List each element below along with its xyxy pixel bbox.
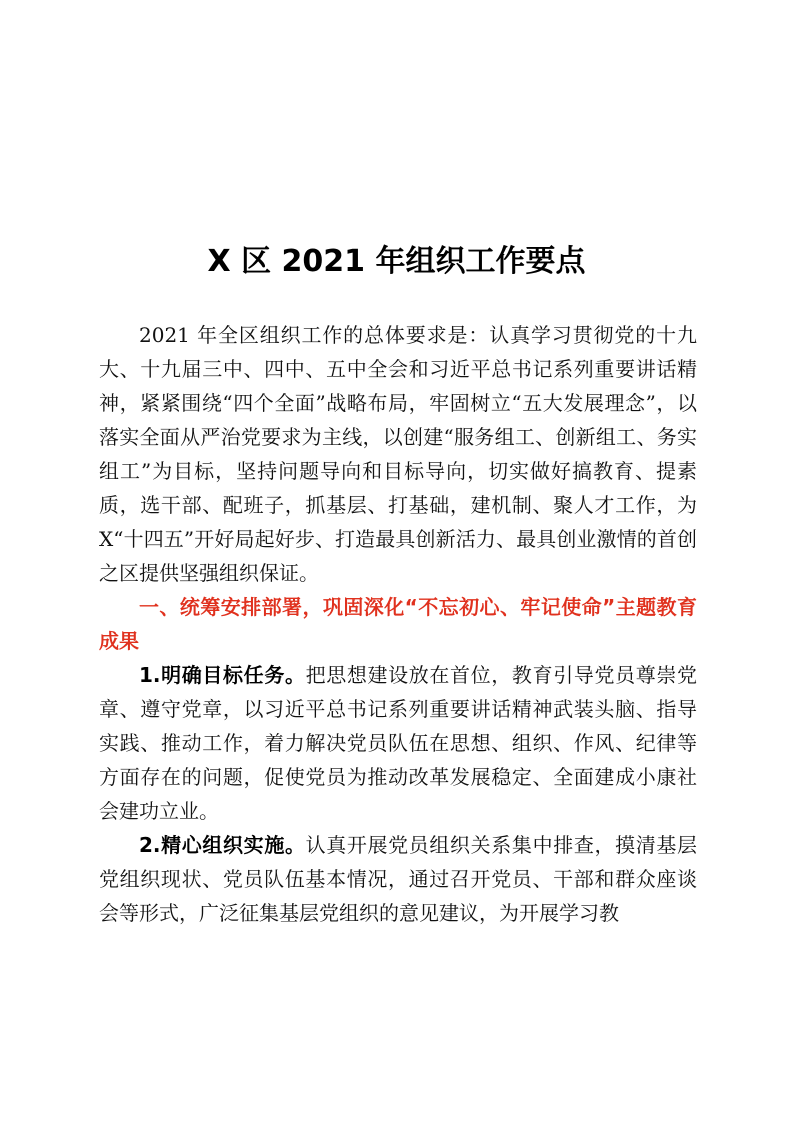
item-1-paragraph [99,658,697,828]
item-1-text: 把思想建设放在首位，教育引导党员尊崇党章、遵守党章，以习近平总书记系列重要讲话精神武装头脑、指导实践、推动工作，着力解决党员队伍在思想、组织、作风、纪律等方面存在的问题，促使党员为推动改革发展稳定、全面建成小康社会建功立业。 [99,663,698,823]
document-title: X 区 2021 年组织工作要点 [207,244,586,279]
document-body [99,318,697,930]
intro-paragraph: 2021 年全区组织工作的总体要求是：认真学习贯彻党的十九大、十九届三中、四中、五中全会和习近平总书记系列重要讲话精神，紧紧围绕“四个全面”战略布局，牢固树立“五大发展理念”，以落实全面从严治党要求为主线，以创建“服务组工、创新组工、务实组工”为目标，坚持问题导向和目标导向，切实做好搞教育、提素质，选干部、配班子，抓基层、打基础，建机制、聚人才工作，为 X“十四五”开好局起好步、打造最具创新活力、最具创业激情的首创之区提供坚强组织保证。 [99,323,697,585]
item-2-paragraph [99,828,697,930]
item-2-lead: 2.精心组织实施。 [139,833,306,857]
item-1-lead: 1.明确目标任务。 [139,663,306,687]
section-1-heading: 一、统筹安排部署，巩固深化“不忘初心、牢记使命”主题教育成果 [99,595,697,653]
item-2-text: 认真开展党员组织关系集中排查，摸清基层党组织现状、党员队伍基本情况，通过召开党员、干部和群众座谈会等形式，广泛征集基层党组织的意见建议，为开展学习教 [99,833,698,925]
